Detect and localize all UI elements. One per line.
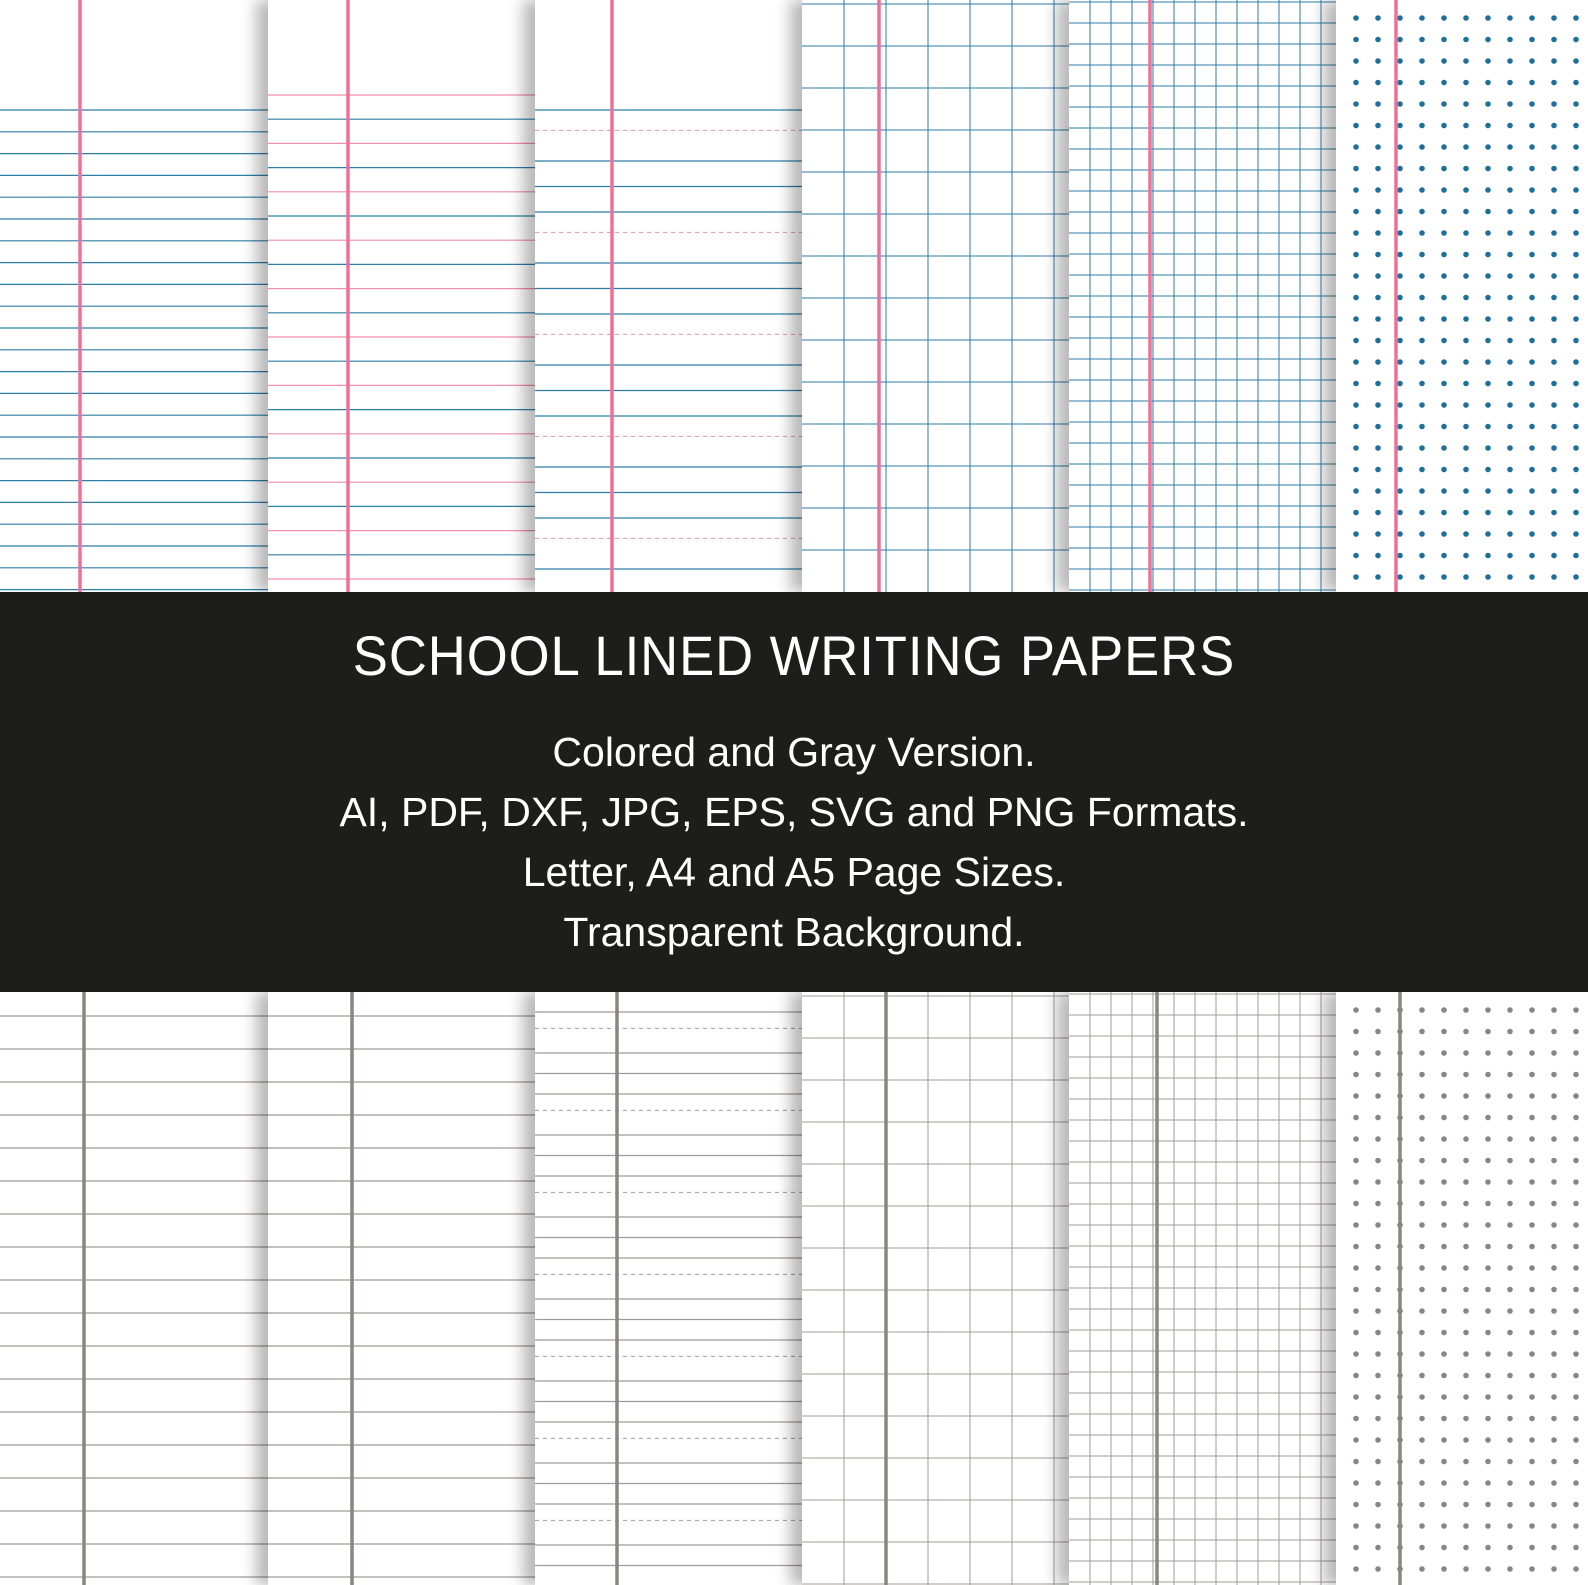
dot-grid-paper xyxy=(1336,0,1588,592)
gray-ruled-pattern xyxy=(268,992,535,1585)
gray-dashed-midline-paper xyxy=(535,992,802,1585)
feature-list xyxy=(0,722,1588,962)
large-grid-pattern xyxy=(802,0,1069,592)
gray-small-grid-paper xyxy=(1069,992,1336,1585)
gray-ruled-paper xyxy=(268,992,535,1585)
gray-dot-grid-paper xyxy=(1336,992,1588,1585)
gray-wide-ruled-paper xyxy=(0,992,268,1585)
feature-background: Transparent Background. xyxy=(563,909,1025,955)
gray-papers-row xyxy=(0,992,1588,1585)
wide-ruled-paper xyxy=(0,0,268,592)
dashed-midline-pattern xyxy=(535,0,802,592)
dashed-midline-paper xyxy=(535,0,802,592)
handwriting-pattern xyxy=(268,0,535,592)
colored-papers-row xyxy=(0,0,1588,592)
large-grid-paper xyxy=(802,0,1069,592)
gray-dashed-midline-pattern xyxy=(535,992,802,1585)
dot-grid-pattern xyxy=(1336,0,1588,592)
gray-large-grid-pattern xyxy=(802,992,1069,1585)
wide-ruled-pattern xyxy=(0,0,268,592)
gray-wide-ruled-pattern xyxy=(0,992,268,1585)
feature-formats: AI, PDF, DXF, JPG, EPS, SVG and PNG Formats. xyxy=(339,789,1249,835)
feature-page-sizes: Letter, A4 and A5 Page Sizes. xyxy=(522,849,1066,895)
gray-dot-grid-pattern xyxy=(1336,992,1588,1585)
feature-versions: Colored and Gray Version. xyxy=(552,729,1036,775)
gray-large-grid-paper xyxy=(802,992,1069,1585)
small-grid-pattern xyxy=(1069,0,1336,592)
gray-small-grid-pattern xyxy=(1069,992,1336,1585)
small-grid-paper xyxy=(1069,0,1336,592)
title-banner xyxy=(0,592,1588,992)
handwriting-paper xyxy=(268,0,535,592)
banner-title: SCHOOL LINED WRITING PAPERS xyxy=(352,624,1236,687)
